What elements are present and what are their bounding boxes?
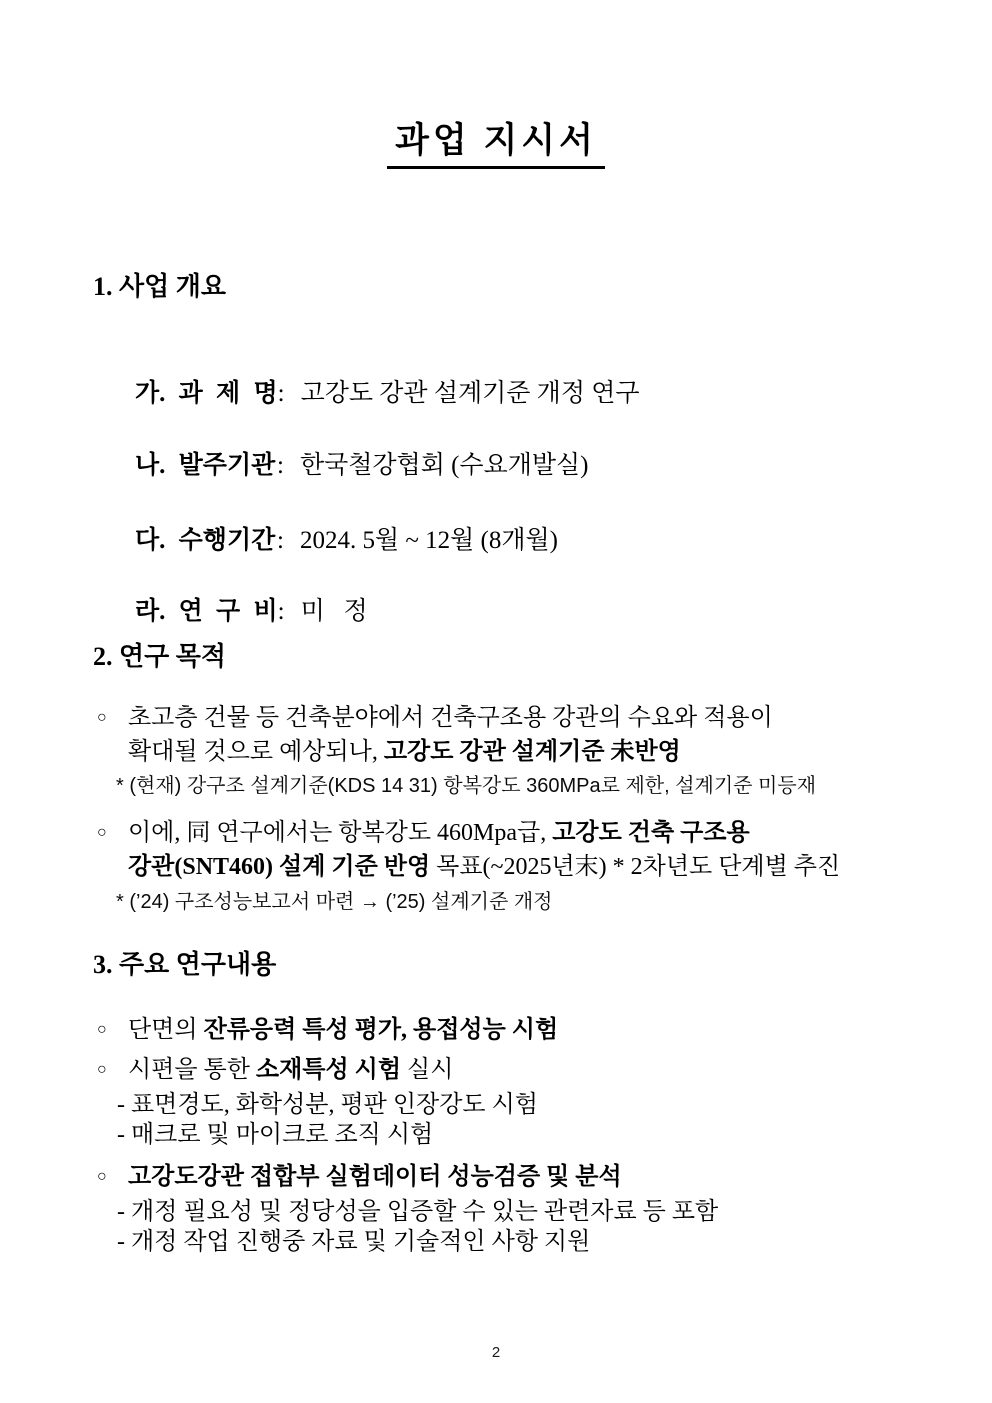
bullet-text	[128, 1053, 913, 1087]
content-bullet-3	[97, 1160, 913, 1194]
text-segment: 실시	[401, 1057, 454, 1083]
text-segment-bold: 소재특성 시험	[255, 1057, 402, 1083]
circle-bullet-marker: ○	[97, 1021, 107, 1038]
item-value: 미 정	[300, 598, 368, 625]
text-segment: 초고층 건물 등 건축분야에서 건축구조용 강관의 수요와 적용이	[128, 705, 773, 731]
item-colon: :	[277, 598, 285, 625]
document-title: 과업 지시서	[387, 120, 605, 169]
item-colon: :	[277, 380, 285, 407]
item-label: 가. 과 제 명	[135, 380, 278, 407]
section-2-heading: 2. 연구 목적	[93, 642, 226, 671]
item-label: 나. 발주기관	[135, 452, 276, 479]
item-colon: :	[277, 452, 284, 479]
item-value: 한국철강협회 (수요개발실)	[299, 452, 589, 479]
content-bullet-2	[97, 1053, 913, 1087]
text-segment: 시편을 통한	[128, 1057, 256, 1083]
page-number: 2	[491, 1344, 501, 1361]
title-block	[0, 120, 992, 169]
bullet-text	[128, 816, 913, 884]
section-1-heading: 1. 사업 개요	[93, 272, 226, 301]
text-segment-bold: 고강도 강관 설계기준 未반영	[383, 739, 681, 765]
text-segment: 목표(~2025년末) * 2차년도 단계별 추진	[430, 854, 841, 880]
item-label: 다. 수행기간	[135, 527, 276, 554]
footnote-yearly-plan: * (’24) 구조성능보고서 마련 → (’25) 설계기준 개정	[116, 891, 553, 913]
circle-bullet-marker: ○	[97, 1168, 107, 1185]
sub-item-supporting-data: - 개정 필요성 및 정당성을 입증할 수 있는 관련자료 등 포함	[117, 1199, 719, 1225]
text-segment-bold: 고강도강관 접합부 실험데이터 성능검증 및 분석	[128, 1164, 622, 1190]
item-colon: :	[277, 527, 284, 554]
purpose-bullet-1	[97, 701, 913, 769]
sub-item-macro-micro: - 매크로 및 마이크로 조직 시험	[117, 1122, 434, 1148]
text-segment-bold: 잔류응력 특성 평가, 용접성능 시험	[203, 1017, 559, 1043]
circle-bullet-marker: ○	[97, 709, 107, 726]
sub-item-surface-tests: - 표면경도, 화학성분, 평판 인장강도 시험	[117, 1092, 538, 1118]
text-segment: 이에, 同 연구에서는 항복강도 460Mpa급,	[128, 820, 553, 846]
bullet-text	[128, 1013, 913, 1047]
item-value: 2024. 5월 ~ 12월 (8개월)	[299, 527, 558, 554]
content-bullet-1	[97, 1013, 913, 1047]
section-3-heading: 3. 주요 연구내용	[93, 950, 277, 979]
circle-bullet-marker: ○	[97, 1061, 107, 1078]
text-segment: 확대될 것으로 예상되나,	[128, 739, 384, 765]
circle-bullet-marker: ○	[97, 824, 107, 841]
text-segment-bold: 고강도 건축 구조용	[552, 820, 750, 846]
bullet-text	[128, 1160, 913, 1194]
text-segment-bold: 강관(SNT460) 설계 기준 반영	[128, 854, 431, 880]
item-label: 라. 연 구 비	[135, 598, 278, 625]
sub-item-technical-support: - 개정 작업 진행중 자료 및 기술적인 사항 지원	[117, 1229, 591, 1255]
bullet-text	[128, 701, 913, 769]
footnote-current-standard: * (현재) 강구조 설계기준(KDS 14 31) 항복강도 360MPa로 제한, 설계기준 미등재	[116, 775, 817, 797]
item-value: 고강도 강관 설계기준 개정 연구	[300, 380, 640, 407]
purpose-bullet-2	[97, 816, 913, 884]
text-segment: 단면의	[128, 1017, 204, 1043]
